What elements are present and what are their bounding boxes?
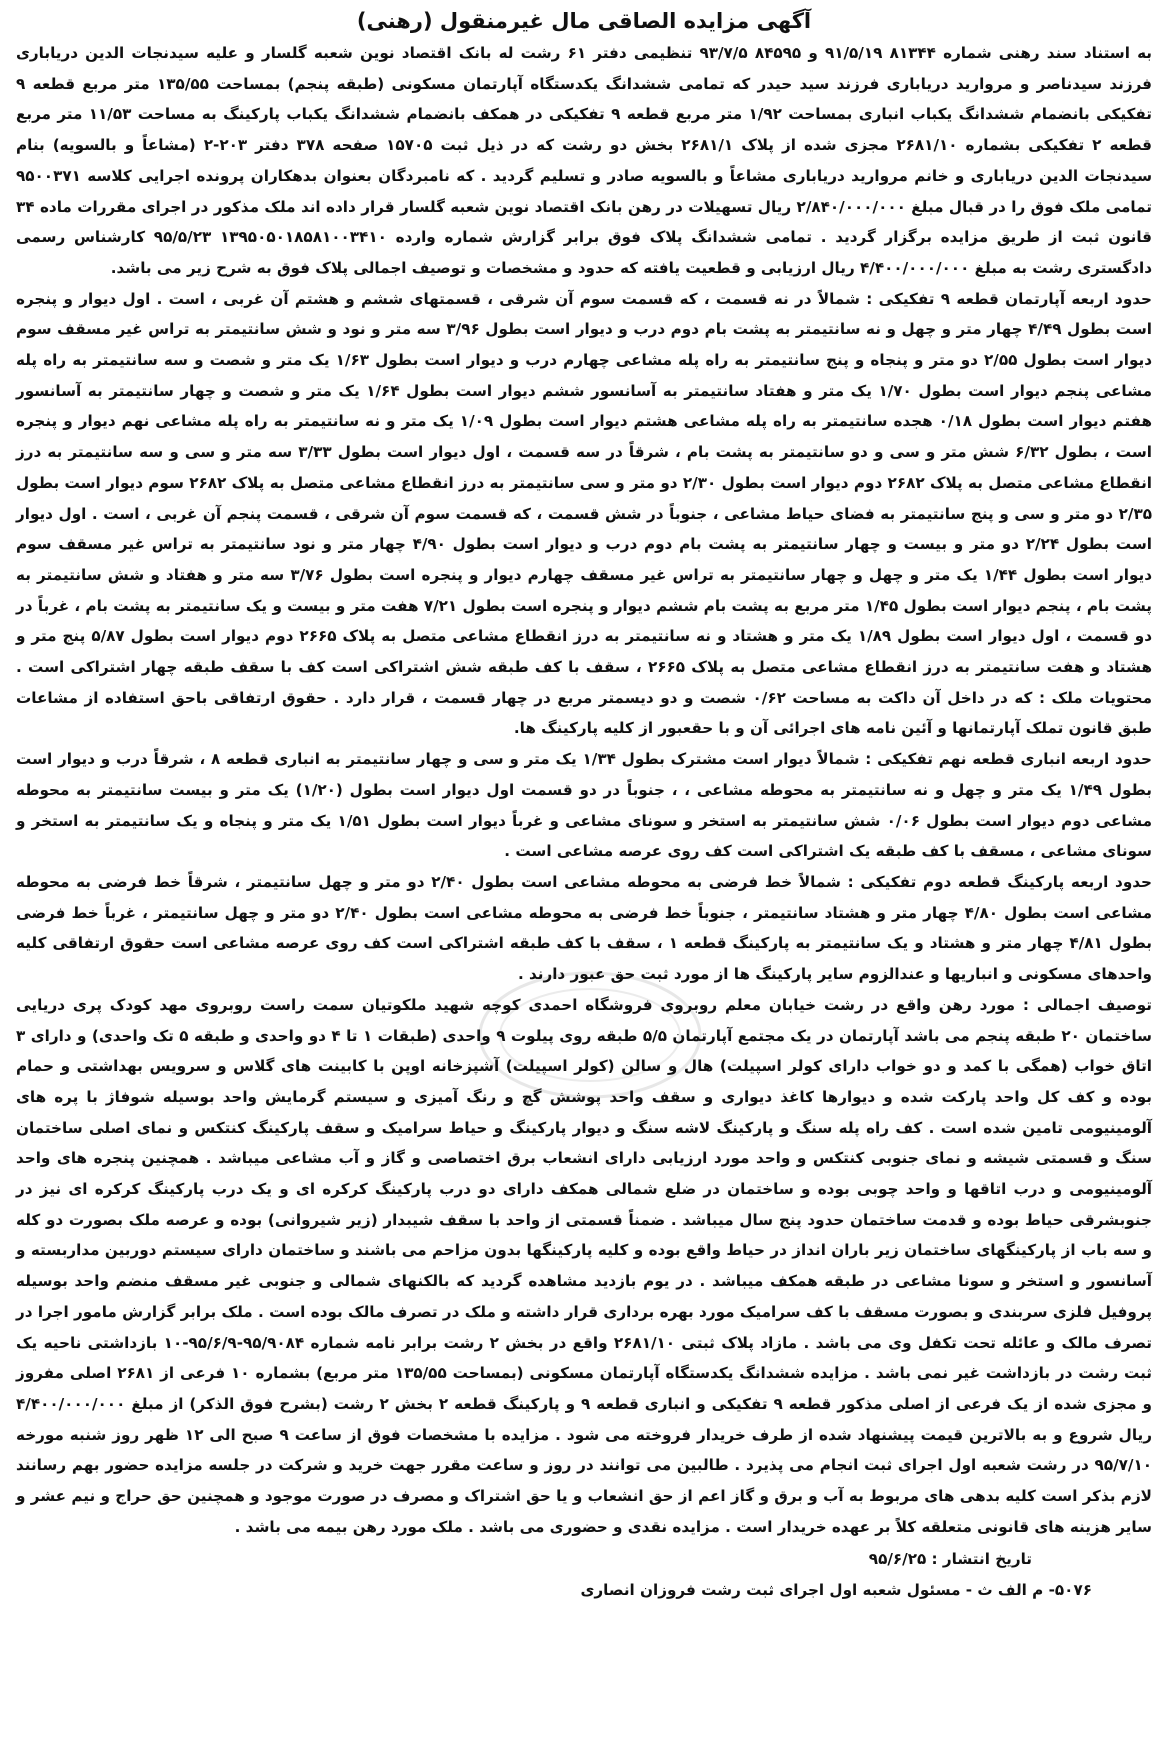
paragraph-intro: به استناد سند رهنی شماره ۸۱۳۴۴ ۹۱/۵/۱۹ و ۸۴۵۹۵ ۹۳/۷/۵ تنظیمی دفتر ۶۱ رشت له بانک اقتصاد نوین شعبه گلسار و علیه سیدنجات الدین دریاباری فرزند سیدناصر و مروارید دریاباری فرزند سید حیدر که تمامی ششدانگ یکدستگاه آپارتمان مسکونی (طبقه پنجم) بمساحت ۱۳۵/۵۵ متر مربع قطعه ۹ تفکیکی بانضمام ششدانگ یکباب انباری بمساحت ۱/۹۲ متر مربع قطعه ۹ تفکیکی در همکف بانضمام ششدانگ یکباب پارکینگ به مساحت ۱۱/۵۳ متر مربع قطعه ۲ تفکیکی بشماره ۲۶۸۱/۱۰ مجزی شده از پلاک ۲۶۸۱/۱ بخش دو رشت که در ذیل ثبت ۱۵۷۰۵ صفحه ۳۷۸ دفتر ۲۰۳-۲ (مشاعاً و بالسویه) بنام سیدنجات الدین دریاباری و خانم مروارید دریاباری مشاعاً و بالسویه صادر و تسلیم گردید . که نامبردگان بعنوان بدهکاران پرونده اجرایی کلاسه ۹۵۰۰۳۷۱ تمامی ملک فوق را در قبال مبلغ ۲/۸۴۰/۰۰۰/۰۰۰ ریال تسهیلات در رهن بانک اقتصاد نوین شعبه گلسار قرار داده اند ملک مذکور در اجرای مقررات ماده ۳۴ قانون ثبت از طریق مزایده برگزار گردید . تمامی ششدانگ پلاک فوق برابر گزارش شماره وارده ۱۳۹۵۰۵۰۱۸۵۸۱۰۰۳۴۱۰ ۹۵/۵/۲۳ کارشناس رسمی دادگستری رشت به مبلغ ۴/۴۰۰/۰۰۰/۰۰۰ ریال ارزیابی و قطعیت یافته که حدود و مشخصات و توصیف اجمالی پلاک فوق به شرح زیر می باشد. — [16, 44, 1153, 277]
signature-line: ۵۰۷۶- م الف ث - مسئول شعبه اول اجرای ثبت رشت فروزان انصاری — [580, 1581, 1092, 1600]
notice-title: آگهی مزایده الصاقی مال غیرمنقول (رهنی) — [356, 9, 812, 33]
paragraph-storage-boundaries: حدود اربعه انباری قطعه نهم تفکیکی : شمالاً دیوار است مشترک بطول ۱/۳۴ یک متر و سی و چهار سانتیمتر به انباری قطعه ۸ ، شرقاً درب و دیوار است بطول ۱/۴۹ یک متر و چهل و نه سانتیمتر به محوطه مشاعی ، ، جنوباً در دو قسمت اول دیوار است بطول (۱/۲۰) یک متر و بیست سانتیمتر به محوطه مشاعی دوم دیوار است بطول ۰/۰۶ شش سانتیمتر به استخر و سونای مشاعی و غرباً دیوار است بطول ۱/۵۱ یک متر و پنجاه و یک سانتیمتر به استخر و سونای مشاعی ، مسقف با کف طبقه یک اشتراکی است کف روی عرصه مشاعی است . — [16, 750, 1152, 861]
paragraph-parking-boundaries: حدود اربعه پارکینگ قطعه دوم تفکیکی : شمالاً خط فرضی به محوطه مشاعی است بطول ۲/۴۰ دو متر و چهل سانتیمتر ، شرقاً خط فرضی به محوطه مشاعی است بطول ۴/۸۰ چهار متر و هشتاد سانتیمتر ، جنوباً خط فرضی به محوطه مشاعی است بطول ۲/۴۰ دو متر و چهل سانتیمتر ، غرباً خط فرضی بطول ۴/۸۱ چهار متر و هشتاد و یک سانتیمتر به پارکینگ قطعه ۱ ، سقف با کف طبقه اشتراکی است کف روی عرصه مشاعی است حقوق ارتفاقی کلیه واحدهای مسکونی و انباریها و عندالزوم سایر پارکینگ ها از مورد ثبت حق عبور دارند . — [16, 872, 1152, 984]
publish-date: تاریخ انتشار : ۹۵/۶/۲۵ — [868, 1550, 1032, 1569]
notice-footer — [16, 1544, 1152, 1605]
paragraph-description: توصیف اجمالی : مورد رهن واقع در رشت خیابان معلم روبروی فروشگاه احمدی کوچه شهید ملکوتیان سمت راست روبروی مهد کودک پری دریایی ساختمان ۲۰ طبقه پنجم می باشد آپارتمان در یک مجتمع آپارتمان ۵/۵ طبقه روی پیلوت ۹ واحدی (طبقات ۱ تا ۴ دو واحدی و طبقه ۵ تک واحدی) و دارای ۳ اتاق خواب (همگی با کمد و دو خواب دارای کولر اسپیلت) هال و سالن (کولر اسپیلت) آشپزخانه اوپن با کابینت های گلاس و سرویس بهداشتی و حمام بوده و کف کل واحد پارکت شده و دیوارها کاغذ دیواری و سقف واحد پوشش گچ و رنگ آمیزی و سیستم گرمایش واحد بوسیله شوفاژ با پره های آلومینیومی تامین شده است . کف راه پله سنگ و پارکینگ لاشه سنگ و دیوار پارکینگ و حیاط سرامیک و سقف پارکینگ کنتکس و نمای اصلی ساختمان سنگ و قسمتی شیشه و نمای جنوبی کنتکس و واحد مورد ارزیابی دارای انشعاب برق اختصاصی و گاز و آب مشاعی میباشد . همچنین پنجره های واحد آلومینیومی و درب اتاقها و واحد چوبی بوده و ساختمان در ضلع شمالی همکف دارای دو درب پارکینگ کرکره ای و یک درب پارکینگ کرکره ای نیز در جنوبشرقی حیاط بوده و قدمت ساختمان حدود پنج سال میباشد . ضمناً قسمتی از واحد با سقف شیبدار (زیر شیروانی) بوده و عرصه ملک بصورت دو کله و سه باب از پارکینگهای ساختمان زیر باران انداز در حیاط واقع بوده و کلیه پارکینگها بدون مزاحم می باشند و ساختمان دارای سیستم دوربین مداربسته و آسانسور و استخر و سونا مشاعی در طبقه همکف میباشد . در یوم بازدید مشاهده گردید که بالکنهای شمالی و جنوبی غیر مسقف منضم واحد بوسیله پروفیل فلزی سربندی و بصورت مسقف با کف سرامیک مورد بهره برداری قرار داشته و ملک در تصرف مالک بوده است . ملک برابر گزارش مامور اجرا در تصرف مالک و عائله تحت تکفل وی می باشد . مازاد پلاک ثبتی ۲۶۸۱/۱۰ واقع در بخش ۲ رشت برابر نامه شماره ۹۵/۹۰۸۴-۹۵/۶/۹-۱۰ بازداشتی ناحیه یک ثبت رشت در بازداشت غیر نمی باشد . مزایده ششدانگ یکدستگاه آپارتمان مسکونی (بمساحت ۱۳۵/۵۵ متر مربع) بشماره ۱۰ فرعی از ۲۶۸۱ اصلی مفروز و مجزی شده از یک فرعی از اصلی مذکور قطعه ۹ تفکیکی و انباری قطعه ۹ و پارکینگ قطعه ۲ بخش ۲ رشت (بشرح فوق الذکر) از مبلغ ۴/۴۰۰/۰۰۰/۰۰۰ ریال شروع و به بالاترین قیمت پیشنهاد شده از طرف خریدار فروخته می شود . مزایده با مشخصات فوق از ساعت ۹ صبح الی ۱۲ ظهر روز شنبه مورخه ۹۵/۷/۱۰ در رشت شعبه اول اجرای ثبت انجام می پذیرد . طالبین می توانند در روز و ساعت مقرر جهت خرید و شرکت در جلسه مزایده حضور بهم رسانند لازم بذکر است کلیه بدهی های مربوط به آب و برق و گاز اعم از حق انشعاب و یا حق اشتراک و مصرف در صورت موجود و همچنین حق حراج و نیم عشر و سایر هزینه های قانونی متعلقه کلاً بر عهده خریدار است . مزایده نقدی و حضوری می باشد . ملک مورد رهن بیمه می باشد . — [16, 995, 1152, 1536]
paragraph-apartment-boundaries: حدود اربعه آپارتمان قطعه ۹ تفکیکی : شمالاً در نه قسمت ، که قسمت سوم آن شرقی ، قسمتهای ششم و هشتم آن غربی ، است . اول دیوار و پنجره است بطول ۴/۴۹ چهار متر و چهل و نه سانتیمتر به پشت بام دوم درب و دیوار است بطول ۳/۹۶ سه متر و نود و شش سانتیمتر به تراس غیر مسقف سوم دیوار است بطول ۲/۵۵ دو متر و پنجاه و پنج سانتیمتر به راه پله مشاعی چهارم درب و دیوار است بطول ۱/۶۳ یک متر و شصت و سه سانتیمتر به راه پله مشاعی پنجم دیوار است بطول ۱/۷۰ یک متر و هفتاد سانتیمتر به آسانسور ششم دیوار است بطول ۱/۶۴ یک متر و شصت و چهار سانتیمتر به آسانسور هفتم دیوار است بطول ۰/۱۸ هجده سانتیمتر به راه پله مشاعی هشتم دیوار است بطول ۱/۰۹ یک متر و نه سانتیمتر به راه پله مشاعی نهم دیوار و پنجره است ، بطول ۶/۳۲ شش متر و سی و دو سانتیمتر به پشت بام ، شرقاً در سه قسمت ، اول دیوار است بطول ۳/۳۳ سه متر و سی و سه سانتیمتر به درز انقطاع مشاعی متصل به پلاک ۲۶۸۲ دوم دیوار است بطول ۲/۳۰ دو متر و سی سانتیمتر به درز انقطاع مشاعی متصل به پلاک ۲۶۸۲ سوم دیوار است بطول ۲/۳۵ دو متر و سی و پنج سانتیمتر به فضای حیاط مشاعی ، جنوباً در شش قسمت ، که قسمت سوم آن شرقی ، قسمت پنجم آن غربی ، است . اول دیوار است بطول ۲/۲۴ دو متر و بیست و چهار سانتیمتر به پشت بام دوم درب و دیوار است بطول ۴/۹۰ چهار متر و نود سانتیمتر به تراس غیر مسقف سوم دیوار است بطول ۱/۴۴ یک متر و چهل و چهار سانتیمتر به تراس غیر مسقف چهارم دیوار و پنجره است بطول ۳/۷۶ سه متر و هفتاد و شش سانتیمتر به پشت بام ، پنجم دیوار است بطول ۱/۴۵ متر مربع به پشت بام ششم دیوار و پنجره است بطول ۷/۲۱ هفت متر و بیست و یک سانتیمتر به پشت بام ، غرباً در دو قسمت ، اول دیوار است بطول ۱/۸۹ یک متر و هشتاد و نه سانتیمتر به درز انقطاع مشاعی متصل به پلاک ۲۶۶۵ دوم دیوار است بطول ۵/۸۷ پنج متر و هشتاد و هفت سانتیمتر به درز انقطاع مشاعی متصل به پلاک ۲۶۶۵ ، سقف با کف طبقه شش اشتراکی است کف با سقف طبقه چهار اشتراکی است . محتویات ملک : که در داخل آن داکت به مساحت ۰/۶۲ شصت و دو دیسمتر مربع در چهار قسمت ، قرار دارد . حقوق ارتفاقی باحق استفاده از مشاعات طبق قانون تملک آپارتمانها و آئین نامه های اجرائی آن و با حقعبور از کلیه پارکینگ ها. — [16, 289, 1153, 738]
